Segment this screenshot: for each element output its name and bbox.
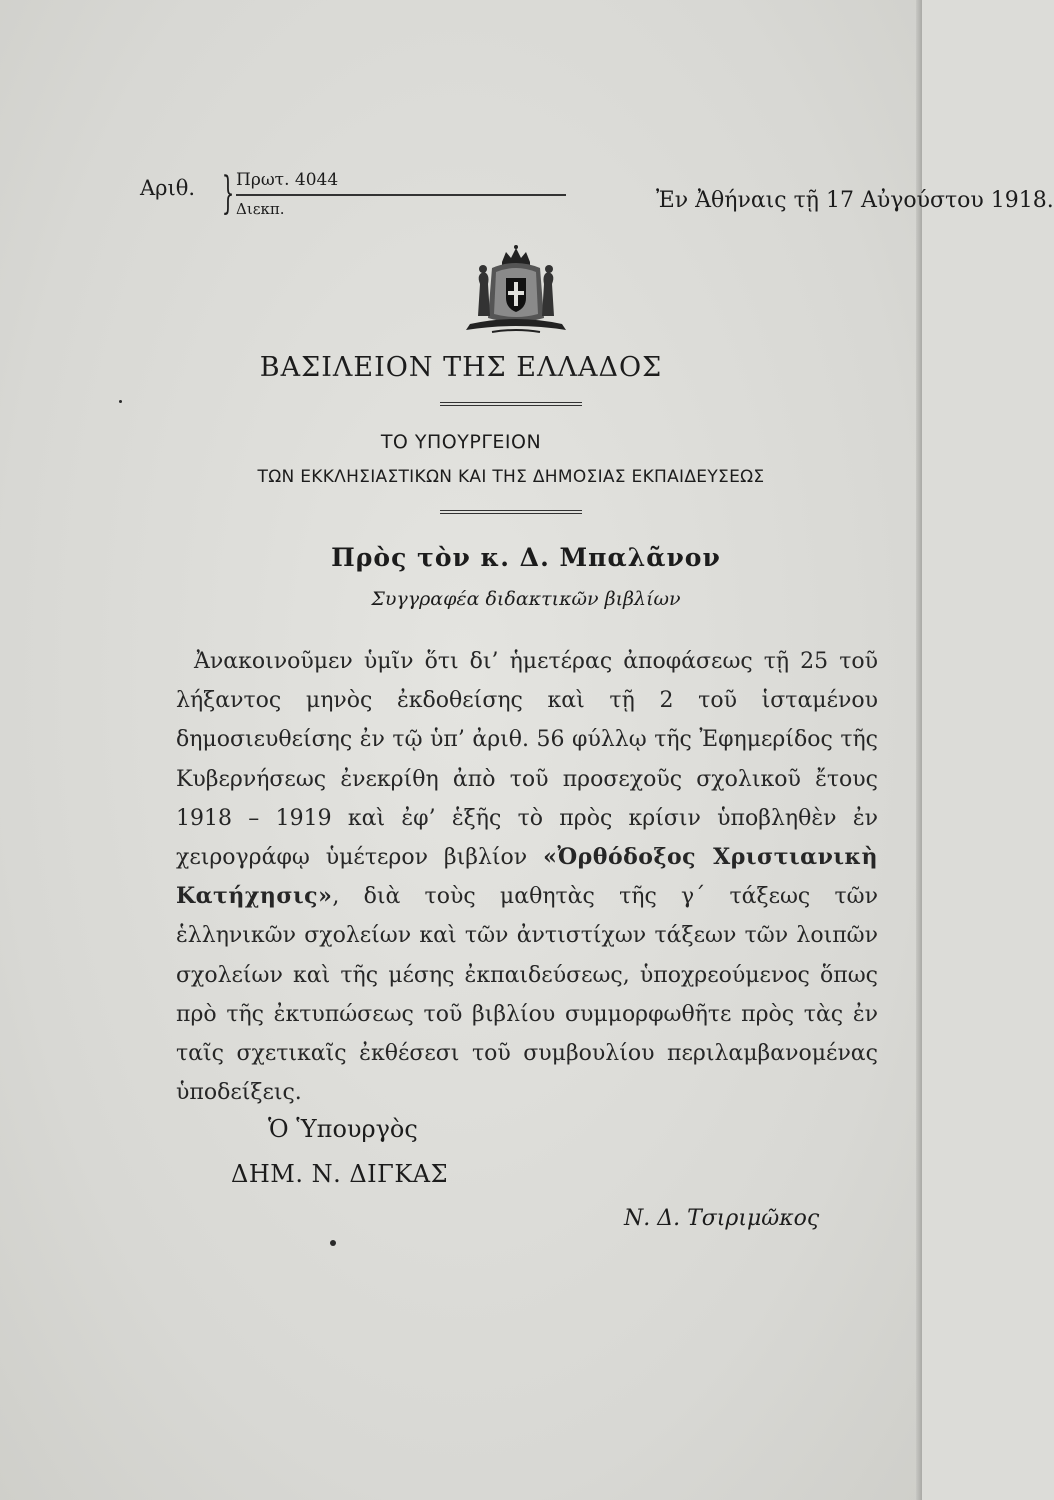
ink-speck bbox=[330, 1240, 336, 1246]
place-date: Ἐν Ἀθήναις τῇ 17 Αὐγούστου 1918. bbox=[656, 188, 1054, 213]
page-edge bbox=[916, 0, 922, 1500]
signature-name: ΔΗΜ. Ν. ΔΙΓΚΑΣ bbox=[231, 1160, 449, 1188]
ministry-line-2: ΤΩΝ ΕΚΚΛΗΣΙΑΣΤΙΚΩΝ ΚΑΙ ΤΗΣ ΔΗΜΟΣΙΑΣ ΕΚΠΑΙΔΕΥΣΕΩΣ bbox=[257, 467, 765, 487]
signature-role: Ὁ Ὑπουργὸς bbox=[268, 1115, 418, 1143]
reference-brace: } bbox=[221, 168, 235, 219]
recipient-role: Συγγραφέα διδακτικῶν βιβλίων bbox=[371, 588, 681, 610]
ministry-line-1: ΤΟ ΥΠΟΥΡΓΕΙΟΝ bbox=[380, 431, 542, 453]
body-text-part-2: , διὰ τοὺς μαθητὰς τῆς γ΄ τάξεως τῶν ἑλληνικῶν σχολείων καὶ τῶν ἀντιστίχων τάξεων τῶν λοιπῶν σχολείων καὶ τῆς μέσης ἐκπαιδεύσεως, ὑποχρεούμενος ὅπως πρὸ τῆς ἐκτυπώσεως τοῦ βιβλίου συμμορφωθῆτε πρὸς τὰς ἐν ταῖς σχετικαῖς ἐκθέσεσι τοῦ συμβουλίου περιλαμβανομένας ὑποδείξεις. bbox=[176, 884, 878, 1106]
dispatch-label: Διεκπ. bbox=[236, 200, 285, 218]
ink-speck bbox=[119, 400, 122, 403]
divider-bottom bbox=[440, 510, 582, 514]
body-text-part-1: Ἀνακοινοῦμεν ὑμῖν ὅτι δι’ ἡμετέρας ἀποφάσεως τῇ 25 τοῦ λήξαντος μηνὸς ἐκδοθείσης καὶ τῇ 2 τοῦ ἱσταμένου δημοσιευθείσης ἐν τῷ ὑπ’ ἀριθ. 56 φύλλῳ τῆς Ἐφημερίδος τῆς Κυβερνήσεως ἐνεκρίθη ἀπὸ τοῦ προσεχοῦς σχολικοῦ ἔτους 1918 – 1919 καὶ ἐφ’ ἑξῆς τὸ πρὸς κρίσιν ὑποβληθὲν ἐν χειρογράφῳ ὑμέτερον βιβλίον bbox=[176, 649, 878, 871]
book-title: «Ὀρθόδοξος Χριστιανικὴ Κατήχησις» bbox=[176, 844, 879, 910]
reference-block bbox=[140, 168, 1054, 230]
recipient-name: Πρὸς τὸν κ. Δ. Μπαλᾶνον bbox=[331, 543, 721, 572]
protocol-number bbox=[236, 170, 338, 190]
divider-top bbox=[440, 402, 582, 406]
protocol-label: Πρωτ. bbox=[236, 170, 290, 190]
royal-coat-of-arms-icon bbox=[462, 244, 570, 340]
countersignature: Ν. Δ. Τσιριμῶκος bbox=[624, 1206, 820, 1231]
protocol-value: 4044 bbox=[294, 170, 339, 190]
letter-body bbox=[176, 642, 878, 1112]
reference-rule bbox=[236, 194, 566, 196]
reference-arith-label: Αριθ. bbox=[140, 176, 196, 200]
kingdom-heading: ΒΑΣΙΛΕΙΟΝ ΤΗΣ ΕΛΛΑΔΟΣ bbox=[259, 352, 663, 383]
